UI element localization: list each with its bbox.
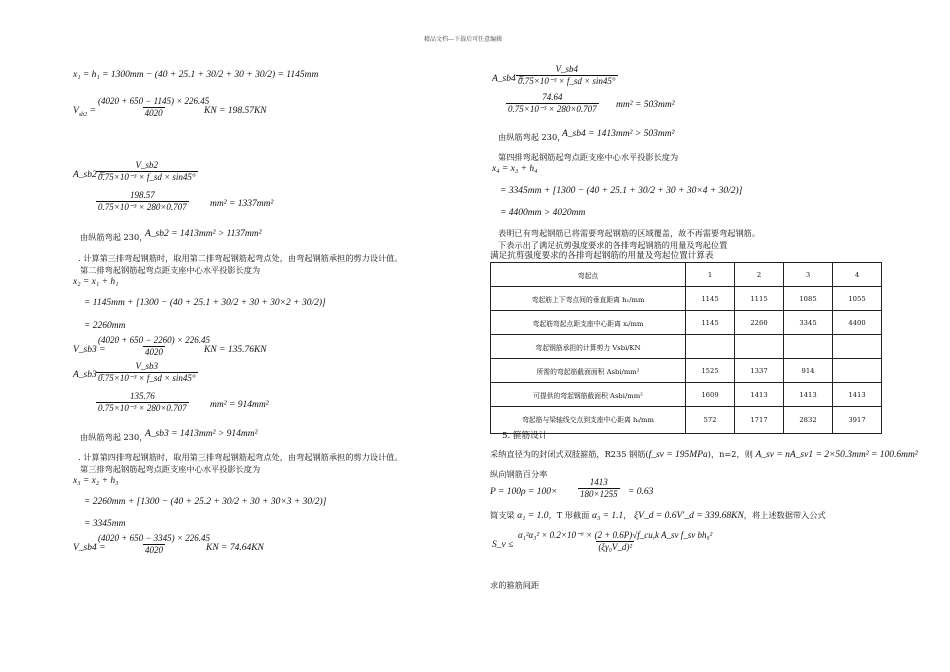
formula-vsb3-fraction: $\frac{(4020 + 650 - 2260) \times 226.45}{4020}$	[98, 335, 210, 357]
formula-asb4-value-fraction: $\frac{74.64}{\text{0.75×10⁻³ × 280×0.707}}$	[508, 92, 597, 114]
table-cell: 1413	[735, 383, 784, 407]
formula-sv-lhs: S_v ≤	[492, 540, 514, 550]
table-row	[491, 407, 882, 434]
formula-x2: x₂ = x₁ + h₁	[73, 277, 119, 287]
formula-asb4-result: mm² = 503mm²	[616, 100, 675, 110]
note-bent-bars-3: 由纵筋弯起 230，	[80, 432, 148, 442]
table-cell: 弯起筋弯起点距支座中心距离 xᵢ/mm	[491, 311, 686, 335]
table-cell: 1525	[686, 359, 735, 383]
coef-alpha1: α₁ = 1.0	[517, 511, 549, 521]
table-cell: 3917	[833, 407, 882, 434]
coefficients-line	[490, 510, 826, 521]
table-cell: 2260	[735, 311, 784, 335]
stirrup-sentence-a: 采纳直径为的封闭式双肢箍筋，R235 钢筋(	[490, 449, 649, 459]
table-cell: 弯起筋与梁轴线交点到支座中心距离 hᵢ/mm	[491, 407, 686, 434]
formula-asb2-fraction: $\frac{V\_sb2}{\text{0.75×10⁻³ × f\_sd × sin45°}}$	[98, 160, 196, 182]
formula-asb4-lhs: A_sb4 =	[492, 74, 525, 84]
formula-sv-fraction: $\frac{\text{α₁²α₃² × 0.2×10⁻⁶ × (2 + 0.6P)√f\_cu,k A\_sv f\_sv bh₀²}}{\text{(ξγ₀V\_d)²}}$	[518, 530, 713, 552]
table-cell: 2832	[784, 407, 833, 434]
table-cell: 914	[784, 359, 833, 383]
formula-asb3-fraction: $\frac{V\_sb3}{\text{0.75×10⁻³ × f\_sd × sin45°}}$	[98, 361, 196, 383]
coef-comma: ，	[623, 510, 632, 520]
table-row	[491, 383, 882, 407]
formula-vsb4-lhs: V_sb4 =	[73, 543, 106, 553]
table-row	[491, 287, 882, 311]
table-cell	[833, 359, 882, 383]
table-cell: 1337	[735, 359, 784, 383]
formula-asb3-value-fraction: $\frac{135.76}{\text{0.75×10⁻³ × 280×0.707}}$	[98, 391, 187, 413]
coef-simple-beam: 简支梁	[490, 510, 515, 520]
formula-vsb2-lhs: $V_{sb2}$ =	[73, 106, 96, 118]
bent-bar-table	[490, 262, 882, 434]
formula-asb2-value-fraction: $\frac{198.57}{\text{0.75×10⁻³ × 280×0.707}}$	[98, 190, 187, 212]
paragraph-coverage: 表明已有弯起钢筋已将需要弯起钢筋的区域覆盖，故不再需要弯起钢筋。	[498, 228, 761, 238]
table-cell: 1055	[833, 287, 882, 311]
table-cell: 1413	[833, 383, 882, 407]
table-row	[491, 359, 882, 383]
table-cell: 所需的弯起筋截面面积 Asbi/mm²	[491, 359, 686, 383]
formula-x4-result: = 4400mm > 4020mm	[500, 208, 586, 218]
table-cell	[784, 335, 833, 359]
table-cell: 1145	[686, 287, 735, 311]
paragraph-second-row-projection: 第二排弯起钢筋起弯点距支座中心水平投影长度为	[80, 265, 261, 275]
table-header-cell: 4	[833, 263, 882, 287]
table-header-cell: 2	[735, 263, 784, 287]
coef-alpha3: α₃ = 1.1	[591, 511, 624, 521]
table-title: 满足抗剪强度要求的各排弯起钢筋的用量及弯起位置计算表	[490, 251, 714, 261]
formula-x3-expand: = 2260mm + [1300 − (40 + 25.2 + 30/2 + 30 + 30×3 + 30/2)]	[84, 497, 327, 507]
formula-x3: x₃ = x₂ + h₃	[73, 476, 119, 486]
formula-x1: x₁ = h₁ = 1300mm − (40 + 25.1 + 30/2 + 30 + 30/2) = 1145mm	[73, 70, 319, 80]
formula-x3-result: = 3345mm	[84, 519, 126, 529]
formula-vsb2-fraction: $\frac{(4020 + 650 - 1145) \times 226.45}{4020}$	[98, 96, 210, 118]
note-bent-bars-2: 由纵筋弯起 230，	[80, 232, 148, 242]
coef-vd: ξV_d = 0.6V'_d = 339.68KN	[634, 511, 744, 521]
table-cell: 弯起筋上下弯点间的垂直距离 h₁/mm	[491, 287, 686, 311]
table-header-cell: 1	[686, 263, 735, 287]
formula-vsb3-lhs: V_sb3 =	[73, 345, 106, 355]
formula-vsb4-result: KN = 74.64KN	[206, 543, 264, 553]
paragraph-third-row: . 计算第三排弯起钢筋时，取用第二排弯起钢筋起弯点处，由弯起钢筋承担的剪力设计值。	[78, 253, 403, 263]
table-cell: 4400	[833, 311, 882, 335]
table-cell: 1085	[784, 287, 833, 311]
table-cell: 3345	[784, 311, 833, 335]
table-cell	[735, 335, 784, 359]
table-row	[491, 335, 882, 359]
formula-x2-result: = 2260mm	[84, 321, 126, 331]
stirrup-sentence-c: )，n=2，则	[707, 449, 753, 459]
stirrup-fsv: f_sv = 195MPa	[648, 450, 708, 460]
paragraph-third-row-projection: 第三排弯起钢筋起弯点距支座中心水平投影长度为	[80, 464, 261, 474]
formula-p-lhs: P = 100ρ = 100×	[490, 487, 558, 497]
formula-x4-expand: = 3345mm + [1300 − (40 + 25.1 + 30/2 + 30 + 30×4 + 30/2)]	[500, 186, 743, 196]
page-header: 精品文档---下载后可任意编辑	[424, 36, 503, 43]
formula-asb2-lhs: A_sb2 =	[73, 170, 106, 180]
formula-asb2-result: mm² = 1337mm²	[210, 199, 274, 209]
table-cell: 1413	[784, 383, 833, 407]
table-cell: 弯起钢筋承担的计算剪力 Vsbi/KN	[491, 335, 686, 359]
formula-asb4-fraction: $\frac{V\_sb4}{\text{0.75×10⁻³ × f\_sd × sin45°}}$	[518, 64, 616, 86]
table-cell: 1145	[686, 311, 735, 335]
longitudinal-ratio-label: 纵向钢筋百分率	[490, 469, 548, 479]
stirrup-sentence	[490, 449, 918, 460]
formula-asb3-check: A_sb3 = 1413mm² > 914mm²	[145, 429, 258, 439]
table-cell: 1717	[735, 407, 784, 434]
table-header-cell: 弯起点	[491, 263, 686, 287]
table-cell	[686, 335, 735, 359]
coef-substitute: ，将上述数据带入公式	[743, 510, 826, 520]
paragraph-fourth-row-projection: 第四排弯起钢筋起弯点距支座中心水平投影长度为	[498, 152, 679, 162]
formula-vsb3-result: KN = 135.76KN	[204, 345, 267, 355]
formula-x2-expand: = 1145mm + [1300 − (40 + 25.1 + 30/2 + 30 + 30×2 + 30/2)]	[84, 298, 326, 308]
note-bent-bars-4: 由纵筋弯起 230，	[498, 132, 566, 142]
table-header-cell: 3	[784, 263, 833, 287]
formula-asb3-result: mm² = 914mm²	[210, 400, 269, 410]
formula-p-fraction: $\frac{1413}{180\times 1255}$	[580, 477, 618, 499]
table-header-row	[491, 263, 882, 287]
table-cell	[833, 335, 882, 359]
formula-x4: x₄ = x₃ + h₄	[492, 164, 538, 174]
formula-asb4-check: A_sb4 = 1413mm² > 503mm²	[562, 129, 675, 139]
table-cell: 可提供的弯起钢筋截面积 Asbi/mm²	[491, 383, 686, 407]
formula-vsb4-fraction: $\frac{(4020 + 650 - 3345) \times 226.45}{4020}$	[98, 533, 210, 555]
table-cell: 1115	[735, 287, 784, 311]
stirrup-asv: A_sv = nA_sv1 = 2×50.3mm² = 100.6mm²	[755, 450, 918, 460]
table-row	[491, 311, 882, 335]
formula-vsb2-result: KN = 198.57KN	[204, 106, 267, 116]
paragraph-table-intro: 下表示出了满足抗剪强度要求的各排弯起钢筋的用量及弯起位置	[498, 240, 728, 250]
formula-p-result: = 0.63	[628, 487, 654, 497]
paragraph-fourth-row: . 计算第四排弯起钢筋时，取用第三排弯起钢筋起弯点处，由弯起钢筋承担的剪力设计值。	[78, 452, 403, 462]
formula-asb2-check: A_sb2 = 1413mm² > 1137mm²	[145, 229, 262, 239]
coef-t-section: ，T 形截面	[548, 510, 590, 520]
section-5-heading: 5. 箍筋设计	[502, 431, 548, 441]
formula-asb3-lhs: A_sb3 =	[73, 370, 106, 380]
stirrup-spacing-label: 求的箍筋间距	[490, 580, 540, 590]
table-cell: 572	[686, 407, 735, 434]
table-cell: 1609	[686, 383, 735, 407]
